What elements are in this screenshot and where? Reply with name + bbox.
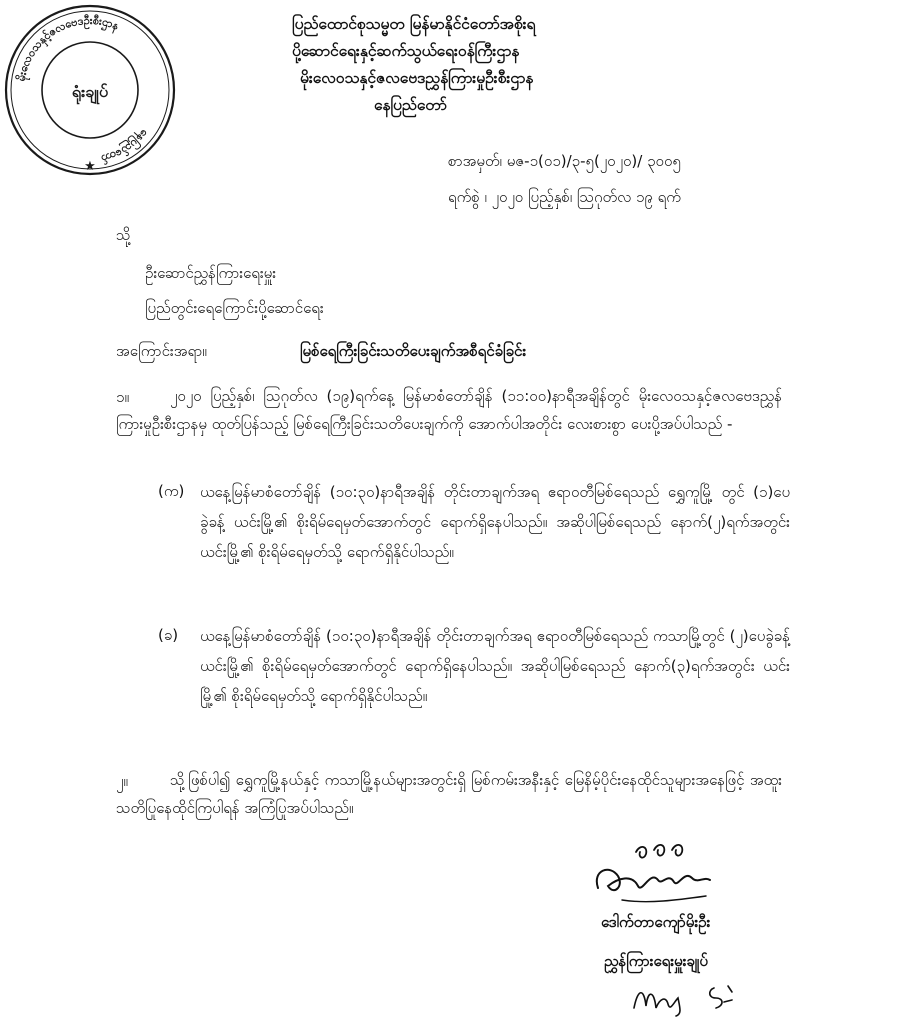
header-government: ပြည်ထောင်စုသမ္မတ မြန်မာနိုင်ငံတော်အစိုးရ: [292, 15, 536, 33]
subject-text: မြစ်ရေကြီးခြင်းသတိပေးချက်အစီရင်ခံခြင်း: [300, 342, 527, 360]
recipient-title: ဦးဆောင်ညွှန်ကြားရေးမှူး: [145, 264, 277, 282]
header-department: မိုးလေဝသနှင့်ဇလဗေဒညွှန်ကြားမှုဦးစီးဌာန: [300, 69, 534, 87]
seal-center-text: ရုံးချုပ်: [71, 82, 109, 101]
handwritten-signature: [588, 840, 718, 910]
signatory-name: ဒေါက်တာကျော်မိုးဦး: [601, 913, 711, 931]
seal-ring-text-right: နေပြည်တော်: [99, 126, 152, 166]
subject-label: အကြောင်းအရာ။: [116, 342, 207, 360]
item-k-marker: (က): [158, 482, 185, 500]
seal-ring-text-left: မိုးလေဝသနှင့်ဇလဗေဒဦးစီးဌာန: [14, 13, 121, 83]
item-kh-marker: (ခ): [158, 626, 179, 644]
item-kh-text: ယနေ့မြန်မာစံတော်ချိန် (၁၀:၃၀)နာရီအချိန် တိုင်းတာချက်အရ ဧရာဝတီမြစ်ရေသည် ကသာမြို့တွင် (၂)ပေခွဲခန့် ယင်းမြို့၏ စိုးရိမ်ရေမှတ်အောက်တွင် ရောက်ရှိနေပါသည်။ အဆိုပါမြစ်ရေသည် နောက်(၃)ရက်အတွင်း ယင်းမြို့၏ စိုးရိမ်ရေမှတ်သို့ ရောက်ရှိနိုင်ပါသည်။: [200, 627, 790, 705]
paragraph-2-number: ၂။: [116, 772, 128, 790]
reference-number: စာအမှတ်၊ မဇ-၁(၀၁)/၃-၅(၂၀၂၀)/ ၃၀၀၅: [448, 152, 681, 170]
office-seal: [2, 2, 178, 178]
signatory-title: ညွှန်ကြားရေးမှူးချုပ်: [604, 952, 708, 970]
recipient-to: သို့: [116, 226, 131, 244]
initials-mark: [628, 978, 738, 1018]
reference-date: ရက်စွဲ ၊ ၂၀၂၀ ပြည့်နှစ်၊ ဩဂုတ်လ ၁၉ ရက်: [448, 188, 681, 206]
header-ministry: ပို့ဆောင်ရေးနှင့်ဆက်သွယ်ရေးဝန်ကြီးဌာန: [292, 42, 520, 60]
header-city: နေပြည်တော်: [374, 96, 447, 114]
recipient-department: ပြည်တွင်းရေကြောင်းပို့ဆောင်ရေး: [145, 299, 324, 317]
item-k-text: ယနေ့မြန်မာစံတော်ချိန် (၁၀:၃၀)နာရီအချိန် တိုင်းတာချက်အရ ဧရာဝတီမြစ်ရေသည် ရွှေကူမြို့ တွင် (၁)ပေခွဲခန့် ယင်းမြို့၏ စိုးရိမ်ရေမှတ်အောက်တွင် ရောက်ရှိနေပါသည်။ အဆိုပါမြစ်ရေသည် နောက်(၂)ရက်အတွင်း ယင်းမြို့၏ စိုးရိမ်ရေမှတ်သို့ ရောက်ရှိနိုင်ပါသည်။: [200, 483, 790, 561]
seal-star: ★: [84, 159, 96, 174]
paragraph-1-number: ၁။: [116, 388, 129, 406]
paragraph-1-text: ၂၀၂၀ ပြည့်နှစ်၊ ဩဂုတ်လ (၁၉)ရက်နေ့ မြန်မာစံတော်ချိန် (၁၁:၀၀)နာရီအချိန်တွင် မိုးလေဝသနှင့်ဇလဗေဒညွှန်ကြားမှုဦးစီးဌာနမှ ထုတ်ပြန်သည့် မြစ်ရေကြီးခြင်းသတိပေးချက်ကို အောက်ပါအတိုင်း လေးစားစွာ ပေးပို့အပ်ပါသည် -: [116, 387, 782, 433]
paragraph-2-text: သို့ဖြစ်ပါ၍ ရွှေကူမြို့နယ်နှင့် ကသာမြို့နယ်များအတွင်းရှိ မြစ်ကမ်းအနီးနှင့် မြေနိမ့်ပိုင်းနေထိုင်သူများအနေဖြင့် အထူးသတိပြုနေထိုင်ကြပါရန် အကြံပြုအပ်ပါသည်။: [116, 771, 782, 817]
